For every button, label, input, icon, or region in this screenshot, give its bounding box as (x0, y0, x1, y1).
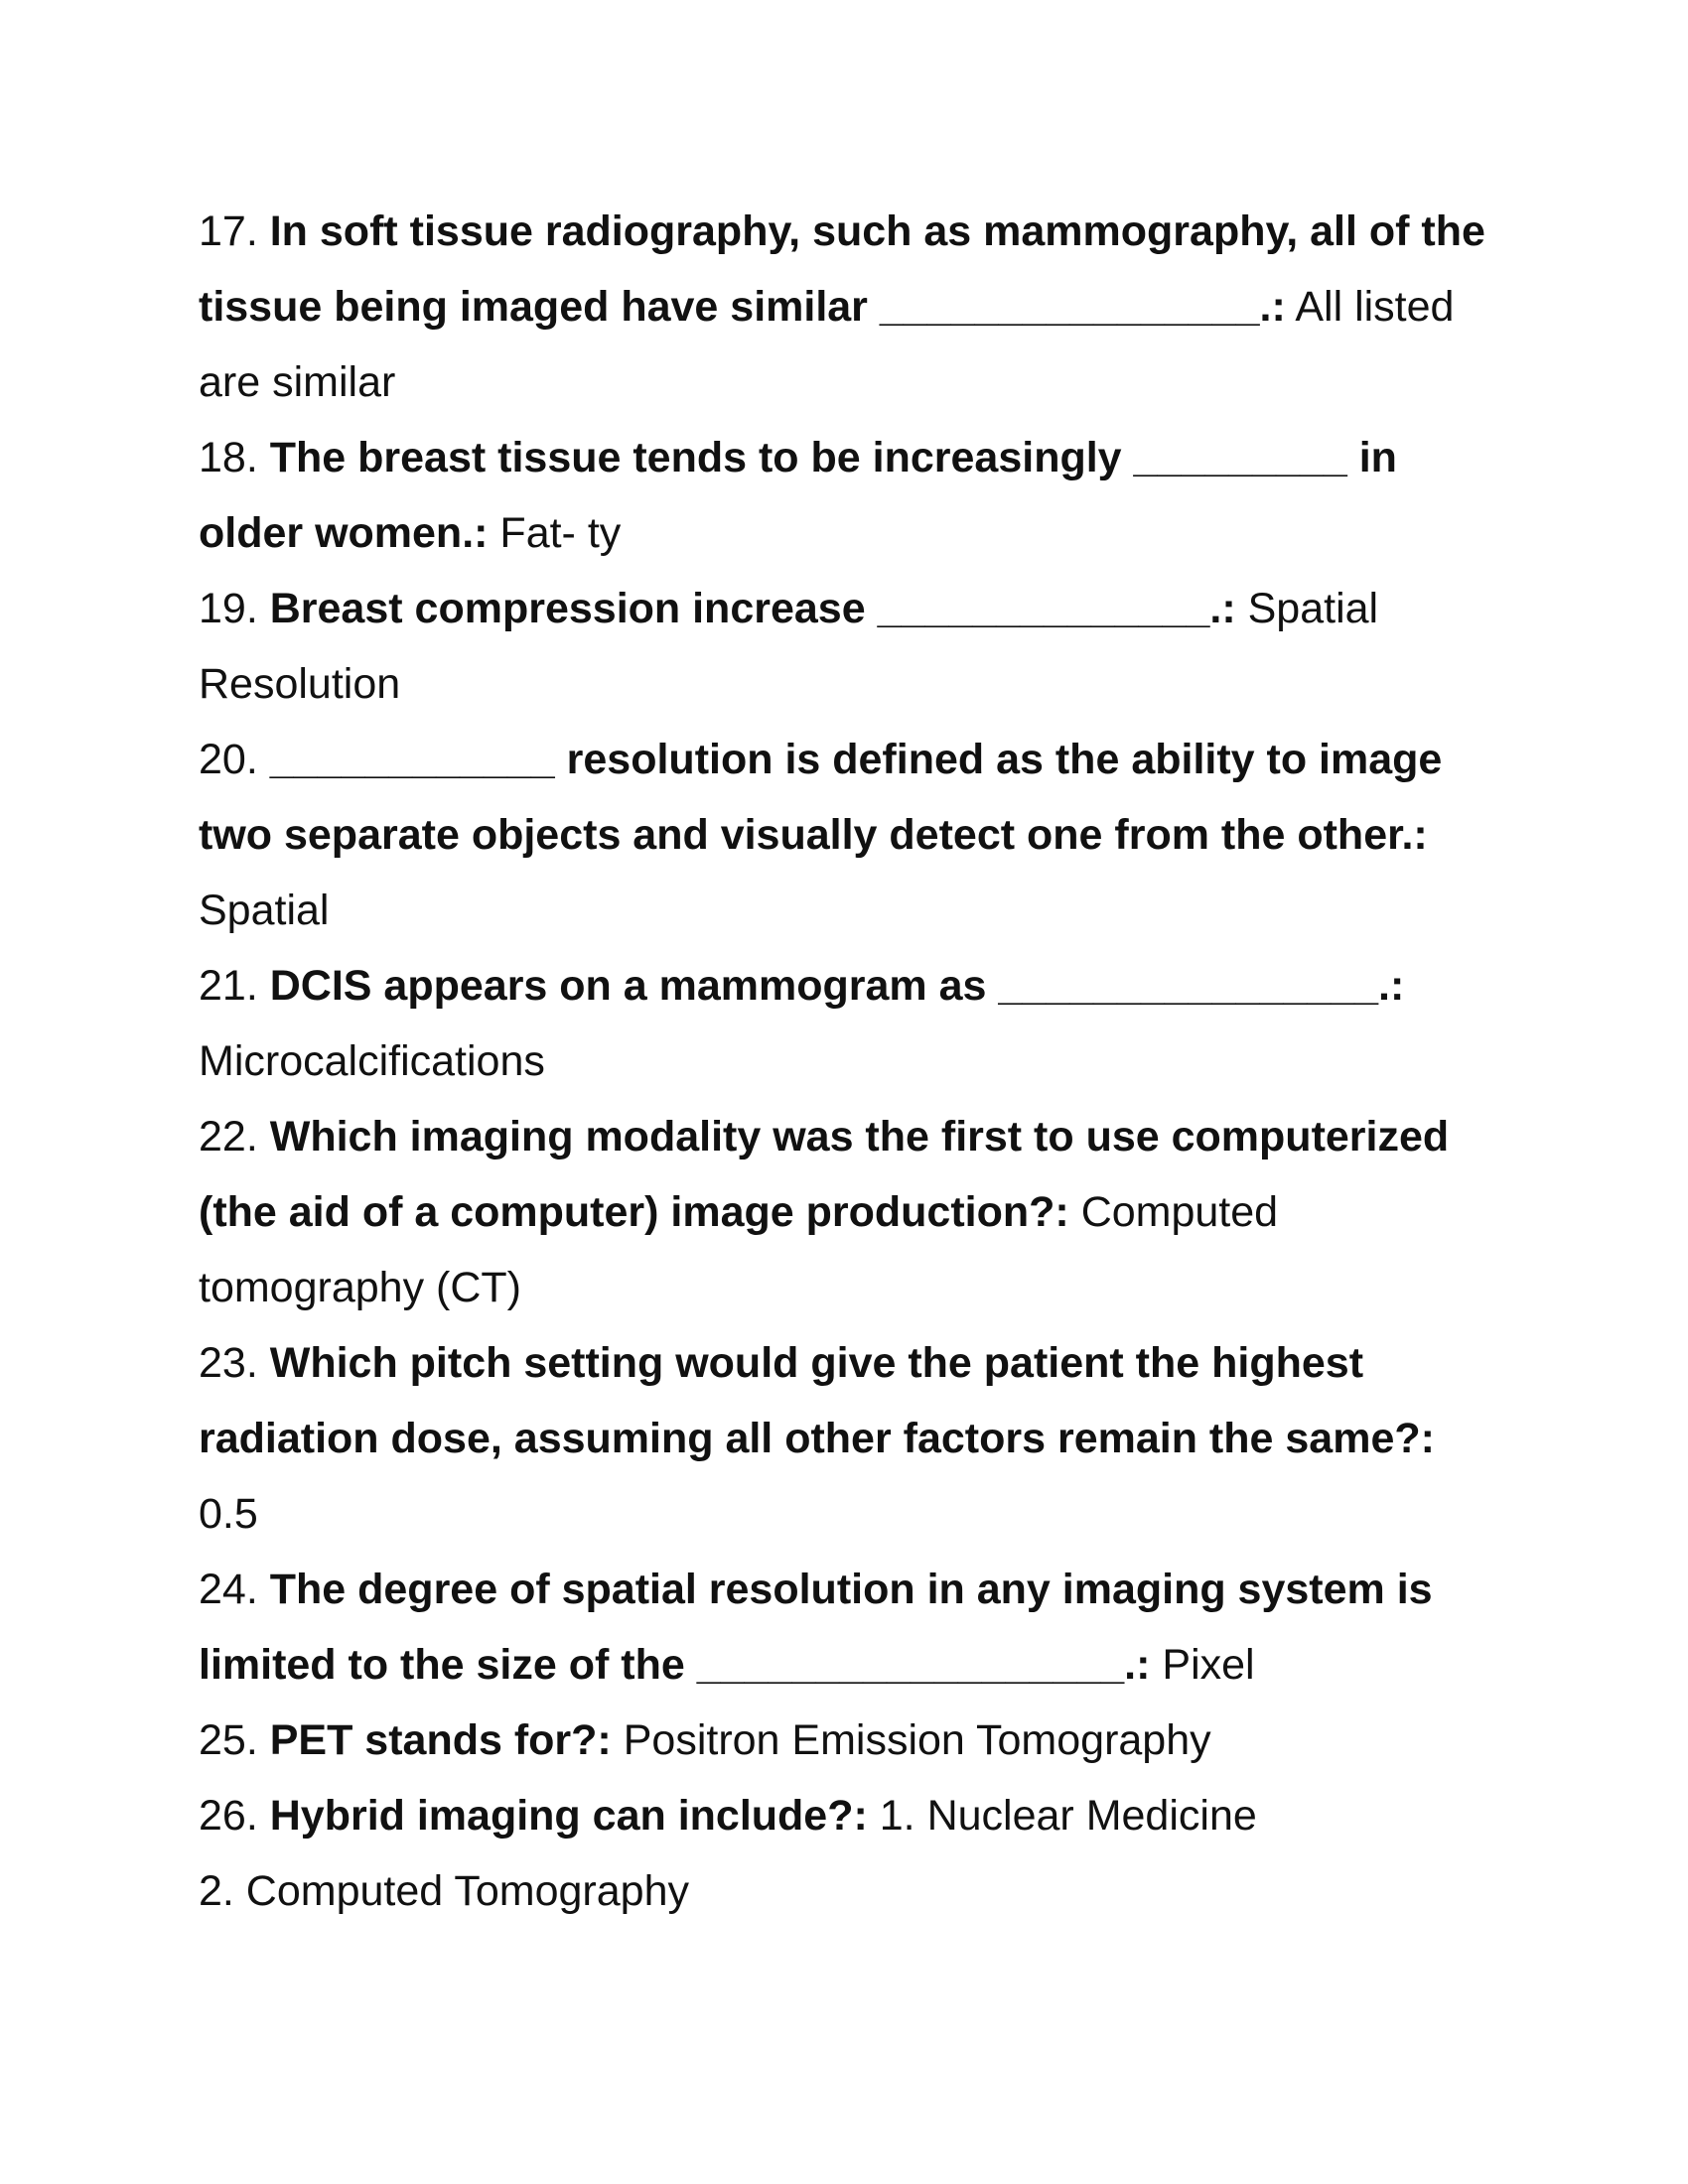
qa-item-20 (199, 722, 1489, 948)
answer-text: Positron Emission Tomography (623, 1716, 1211, 1764)
qa-item-21 (199, 948, 1489, 1099)
answer-text: 1. Nuclear Medicine (879, 1792, 1257, 1840)
question-text: In soft tissue radiography, such as mammography, all of the tissue being imaged have similar ________________.: (199, 207, 1485, 331)
answer-text: All listed are similar (199, 283, 1455, 406)
item-number: 19. (199, 585, 258, 632)
qa-item-19 (199, 571, 1489, 722)
qa-item-18 (199, 420, 1489, 571)
question-text: Which pitch setting would give the patient the highest radiation dose, assuming all other factors remain the same?: (199, 1339, 1435, 1462)
answer-text: 0.5 (199, 1490, 258, 1538)
answer-text: Microcalcifications (199, 1037, 545, 1085)
item-number: 20. (199, 736, 258, 783)
item-number: 25. (199, 1716, 258, 1764)
answer-text: Pixel (1162, 1641, 1255, 1689)
question-text: Which imaging modality was the first to use computerized (the aid of a computer) image production?: (199, 1113, 1450, 1236)
item-number: 18. (199, 434, 258, 481)
answer-text: Spatial Resolution (199, 585, 1379, 708)
answer-text: Fat- ty (499, 509, 622, 557)
qa-item-25 (199, 1703, 1489, 1778)
question-text: The degree of spatial resolution in any imaging system is limited to the size of the __________________.: (199, 1566, 1433, 1689)
answer-text: Spatial (199, 887, 330, 934)
qa-item-17 (199, 194, 1489, 420)
question-text: PET stands for?: (269, 1716, 612, 1764)
question-text: Hybrid imaging can include?: (269, 1792, 868, 1840)
question-text: The breast tissue tends to be increasingly _________ in older women.: (199, 434, 1397, 557)
item-number: 22. (199, 1113, 258, 1160)
document-page (199, 194, 1489, 1929)
question-text: DCIS appears on a mammogram as ________________.: (269, 962, 1405, 1010)
question-text: Breast compression increase ______________.: (269, 585, 1236, 632)
qa-item-23 (199, 1325, 1489, 1552)
item-number: 17. (199, 207, 258, 255)
answer-text: Computed tomography (CT) (199, 1188, 1279, 1311)
qa-item-24 (199, 1552, 1489, 1703)
item-number: 23. (199, 1339, 258, 1387)
question-text: ____________ resolution is defined as the ability to image two separate objects and visually detect one from the other.: (199, 736, 1443, 859)
qa-item-22 (199, 1099, 1489, 1325)
item-number: 26. (199, 1792, 258, 1840)
answer-continuation: 2. Computed Tomography (199, 1867, 689, 1915)
qa-item-26 (199, 1778, 1489, 1853)
item-number: 24. (199, 1566, 258, 1613)
item-number: 21. (199, 962, 258, 1010)
